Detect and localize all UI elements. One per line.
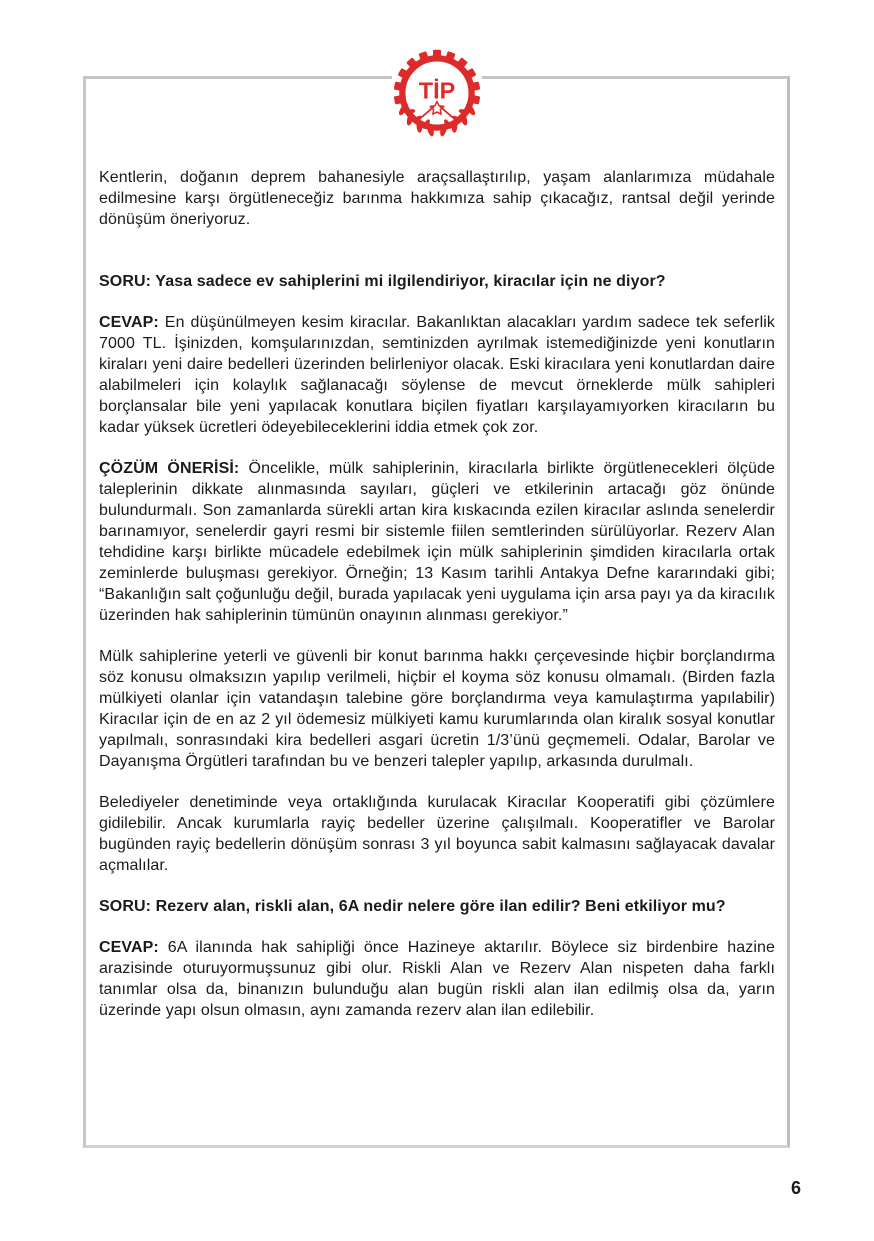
answer-paragraph-2: CEVAP: 6A ilanında hak sahipliği önce Hazineye aktarılır. Böylece siz birdenbire hazine arazisinde oturuyormuşsunuz gibi olur. Riskli Alan ve Rezerv Alan nispeten daha farklı tanımlar olsa da, binanızın bulunduğu alan bugün riskli alan ilan edilmiş olsa da, yarın üzerinde yapı olsun olmasın, aynı zamanda rezerv alan ilan edilebilir.: [99, 939, 775, 1019]
tip-logo-text: TİP: [418, 77, 456, 104]
solution-paragraph: ÇÖZÜM ÖNERİSİ: Öncelikle, mülk sahiplerinin, kiracılarla birlikte örgütlenecekleri ölçüde taleplerinin dikkate alınmasında sayıları, güçleri ve etkilerinin artacağı göz önünde bulundurmalı. Son zamanlarda sürekli artan kira kıskacında ezilen kiracılar aslında senelerdir barınamıyor, senelerdir gayri resmi bir sistemle fiilen semtlerinden sürülüyorlar. Rezerv Alan tehdidine karşı birlikte mücadele edebilmek için mülk sahiplerinin şimdiden kiracılarla ortak zeminlerde buluşması gerekiyor. Örneğin; 13 Kasım tarihli Antakya Defne kararındaki gibi; “Bakanlığın salt çoğunluğu değil, burada yapılacak yeni uygulama için arsa payı ya da kiracılık üzerinden hak sahiplerinin tümünün onayının alınması gerekiyor.”: [99, 460, 775, 624]
question-heading-1: SORU: Yasa sadece ev sahiplerini mi ilgilendiriyor, kiracılar için ne diyor?: [99, 273, 666, 290]
page-number: 6: [791, 1178, 802, 1198]
intro-paragraph: Kentlerin, doğanın deprem bahanesiyle araçsallaştırılıp, yaşam alanlarımıza müdahale edilmesine karşı örgütleneceğiz barınma hakkımıza sahip çıkacağız, rantsal değil yerinde dönüşüm öneriyoruz.: [99, 169, 775, 228]
tip-party-logo-icon: [392, 47, 482, 139]
question-heading-2: SORU: Rezerv alan, riskli alan, 6A nedir nelere göre ilan edilir? Beni etkiliyor mu?: [99, 898, 726, 915]
tip-logo-svg: [392, 47, 482, 139]
document-body: [86, 79, 787, 1021]
answer-paragraph-1: CEVAP: En düşünülmeyen kesim kiracılar. Bakanlıktan alacakları yardım sadece tek seferlik 7000 TL. İşinizden, komşularınızdan, semtinizden ayrılmak istemediğinizde yeni konutların kiraları yeni daire bedelleri üzerinden belirleniyor olacak. Eski kiracılara yeni konutlardan daire alabilmeleri için kolaylık sağlanacağı söylense de mevcut örneklerde mülk sahipleri borçlansalar bile yeni yapılacak konutlara biçilen fiyatları karşılayamıyorken kiracıların bu kadar yüksek ücretleri ödeyebileceklerini iddia etmek çok zor.: [99, 314, 775, 436]
body-paragraph-cooperatives: Belediyeler denetiminde veya ortaklığında kurulacak Kiracılar Kooperatifi gibi çözümlere gidilebilir. Ancak kurumlarla rayiç bedeller üzerine çalışılmalı. Kooperatifler ve Barolar bugünden rayiç bedellerin dönüşüm sonrası 3 yıl boyunca sabit kalmasını sağlayacak davalar açmalılar.: [99, 794, 775, 874]
body-paragraph-housing-rights: Mülk sahiplerine yeterli ve güvenli bir konut barınma hakkı çerçevesinde hiçbir borçlandırma söz konusu olmaksızın yapılıp verilmeli, hiçbir el koyma söz konusu olmamalı. (Birden fazla mülkiyeti olanlar için vatandaşın talebine göre borçlandırma veya kamulaştırma yapılabilir) Kiracılar için de en az 2 yıl ödemesiz mülkiyeti kamu kurumlarında olan kiralık sosyal konutlar yapılmalı, sonrasındaki kira bedelleri asgari ücretin 1/3’ünü geçmemeli. Odalar, Barolar ve Dayanışma Örgütleri tarafından bu ve benzeri talepler yapılıp, arkasında durulmalı.: [99, 648, 775, 770]
